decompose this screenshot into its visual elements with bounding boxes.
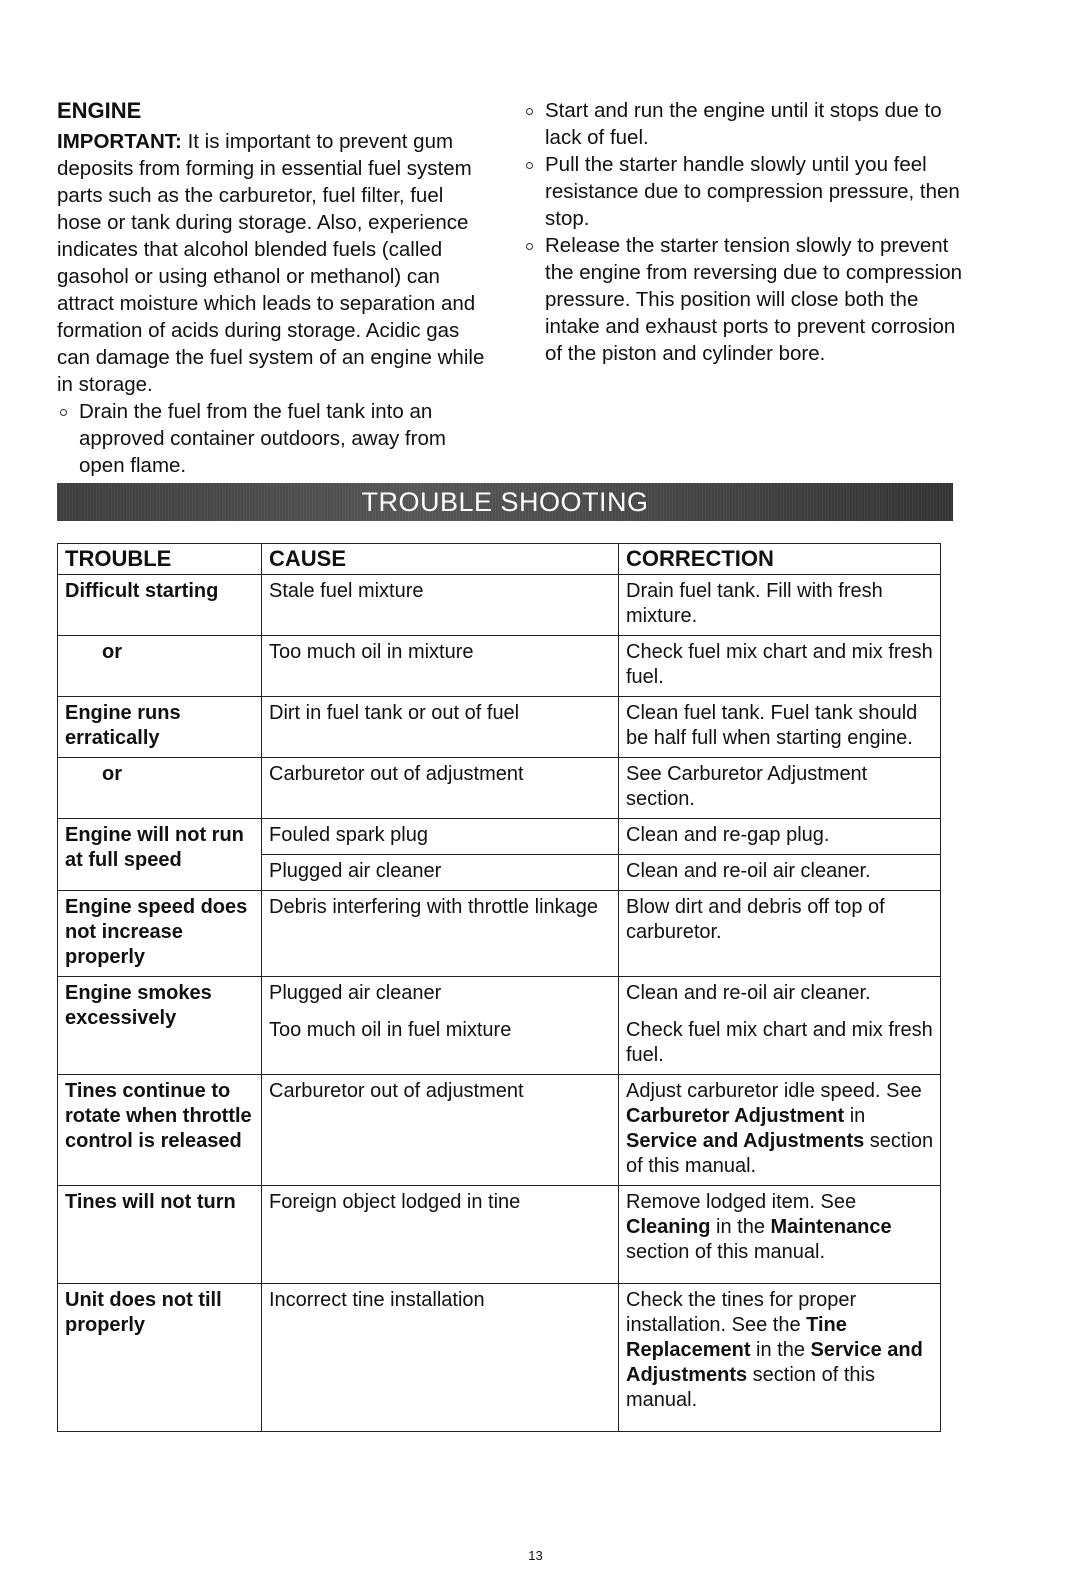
trouble-shooting-table — [57, 543, 941, 1432]
correction-cell: Clean and re-oil air cleaner. — [619, 855, 941, 891]
bullet-item: Drain the fuel from the fuel tank into an approved container outdoors, away from open flame. — [57, 398, 487, 479]
correction-cell — [619, 1075, 941, 1186]
correction-text: in — [844, 1105, 866, 1127]
trouble-cell: Unit does not till properly — [58, 1284, 262, 1432]
table-row — [58, 1186, 941, 1284]
correction-cell: Blow dirt and debris off top of carburetor. — [619, 891, 941, 977]
table-row — [58, 575, 941, 636]
cause-item: Too much oil in fuel mixture — [269, 1019, 512, 1041]
banner-title: TROUBLE SHOOTING — [361, 486, 649, 517]
correction-ref: Maintenance — [770, 1216, 892, 1238]
trouble-cell: Engine will not run at full speed — [58, 819, 262, 891]
correction-cell: Check fuel mix chart and mix fresh fuel. — [619, 636, 941, 697]
table-row — [58, 636, 941, 697]
trouble-cell: Engine smokes excessively — [58, 977, 262, 1075]
correction-text: section of this manual. — [626, 1241, 825, 1263]
cause-cell: Foreign object lodged in tine — [262, 1186, 619, 1284]
page-number: 13 — [528, 1548, 543, 1563]
engine-section — [57, 97, 487, 479]
table-header-row — [58, 544, 941, 575]
header-correction: CORRECTION — [619, 544, 941, 575]
correction-cell — [619, 977, 941, 1075]
bullet-item: Release the starter tension slowly to prevent the engine from reversing due to compression pressure. This position will close both the intake and exhaust ports to prevent corrosion of the piston and cylinder bore. — [523, 232, 963, 367]
table-row — [58, 891, 941, 977]
engine-heading: ENGINE — [57, 98, 142, 123]
trouble-shooting-table-wrap — [57, 543, 940, 1432]
correction-text: Remove lodged item. See — [626, 1191, 857, 1213]
cause-item: Plugged air cleaner — [269, 982, 442, 1004]
correction-text: in the — [750, 1339, 811, 1361]
important-label: IMPORTANT: — [57, 130, 182, 153]
correction-ref: Service and Adjustments — [626, 1130, 865, 1152]
correction-item: Check fuel mix chart and mix fresh fuel. — [626, 1019, 933, 1066]
important-paragraph — [57, 128, 487, 398]
cause-cell: Carburetor out of adjustment — [262, 1075, 619, 1186]
correction-ref: Cleaning — [626, 1216, 711, 1238]
correction-cell: See Carburetor Adjustment section. — [619, 758, 941, 819]
engine-bullets-left — [57, 398, 487, 479]
bullet-item: Start and run the engine until it stops due to lack of fuel. — [523, 97, 963, 151]
correction-cell — [619, 1186, 941, 1284]
engine-bullets-right — [523, 97, 963, 367]
correction-text: section of this manual. — [626, 1130, 934, 1177]
correction-text: Check the tines for proper installation. See the — [626, 1289, 857, 1336]
correction-text: Adjust carburetor idle speed. See — [626, 1080, 922, 1102]
correction-ref: Service and Adjustments — [626, 1339, 923, 1386]
table-row — [58, 1075, 941, 1186]
bullet-item: Pull the starter handle slowly until you feel resistance due to compression pressure, then stop. — [523, 151, 963, 232]
trouble-cell: Tines continue to rotate when throttle control is released — [58, 1075, 262, 1186]
correction-ref: Carburetor Adjustment — [626, 1105, 845, 1127]
table-row — [58, 758, 941, 819]
correction-text: in the — [710, 1216, 771, 1238]
cause-cell: Carburetor out of adjustment — [262, 758, 619, 819]
trouble-shooting-banner — [57, 483, 953, 521]
correction-cell: Clean and re-gap plug. — [619, 819, 941, 855]
header-trouble: TROUBLE — [58, 544, 262, 575]
table-row — [58, 697, 941, 758]
cause-cell: Fouled spark plug — [262, 819, 619, 855]
correction-cell: Drain fuel tank. Fill with fresh mixture. — [619, 575, 941, 636]
cause-cell: Stale fuel mixture — [262, 575, 619, 636]
engine-section-continued — [523, 97, 963, 367]
table-row — [58, 1284, 941, 1432]
trouble-cell: Tines will not turn — [58, 1186, 262, 1284]
cause-cell: Dirt in fuel tank or out of fuel — [262, 697, 619, 758]
correction-ref: Tine Replacement — [626, 1314, 847, 1361]
trouble-cell: or — [58, 636, 262, 697]
trouble-cell: Engine runs erratically — [58, 697, 262, 758]
cause-cell — [262, 977, 619, 1075]
important-text: It is important to prevent gum deposits from forming in essential fuel system parts such as the carburetor, fuel filter, fuel hose or tank during storage. Also, experience indicates that alcohol blended fuels (called gasohol or using ethanol or methanol) can attract moisture which leads to separation and formation of acids during storage. Acidic gas can damage the fuel system of an engine while in storage. — [57, 130, 485, 396]
correction-cell: Clean fuel tank. Fuel tank should be half full when starting engine. — [619, 697, 941, 758]
correction-cell — [619, 1284, 941, 1432]
cause-cell: Debris interfering with throttle linkage — [262, 891, 619, 977]
correction-item: Clean and re-oil air cleaner. — [626, 982, 871, 1004]
table-row — [58, 977, 941, 1075]
header-cause: CAUSE — [262, 544, 619, 575]
cause-cell: Plugged air cleaner — [262, 855, 619, 891]
trouble-cell: or — [58, 758, 262, 819]
correction-text: section of this manual. — [626, 1364, 875, 1411]
cause-cell: Too much oil in mixture — [262, 636, 619, 697]
cause-cell: Incorrect tine installation — [262, 1284, 619, 1432]
trouble-cell: Engine speed does not increase properly — [58, 891, 262, 977]
table-row — [58, 819, 941, 855]
trouble-cell: Difficult starting — [58, 575, 262, 636]
